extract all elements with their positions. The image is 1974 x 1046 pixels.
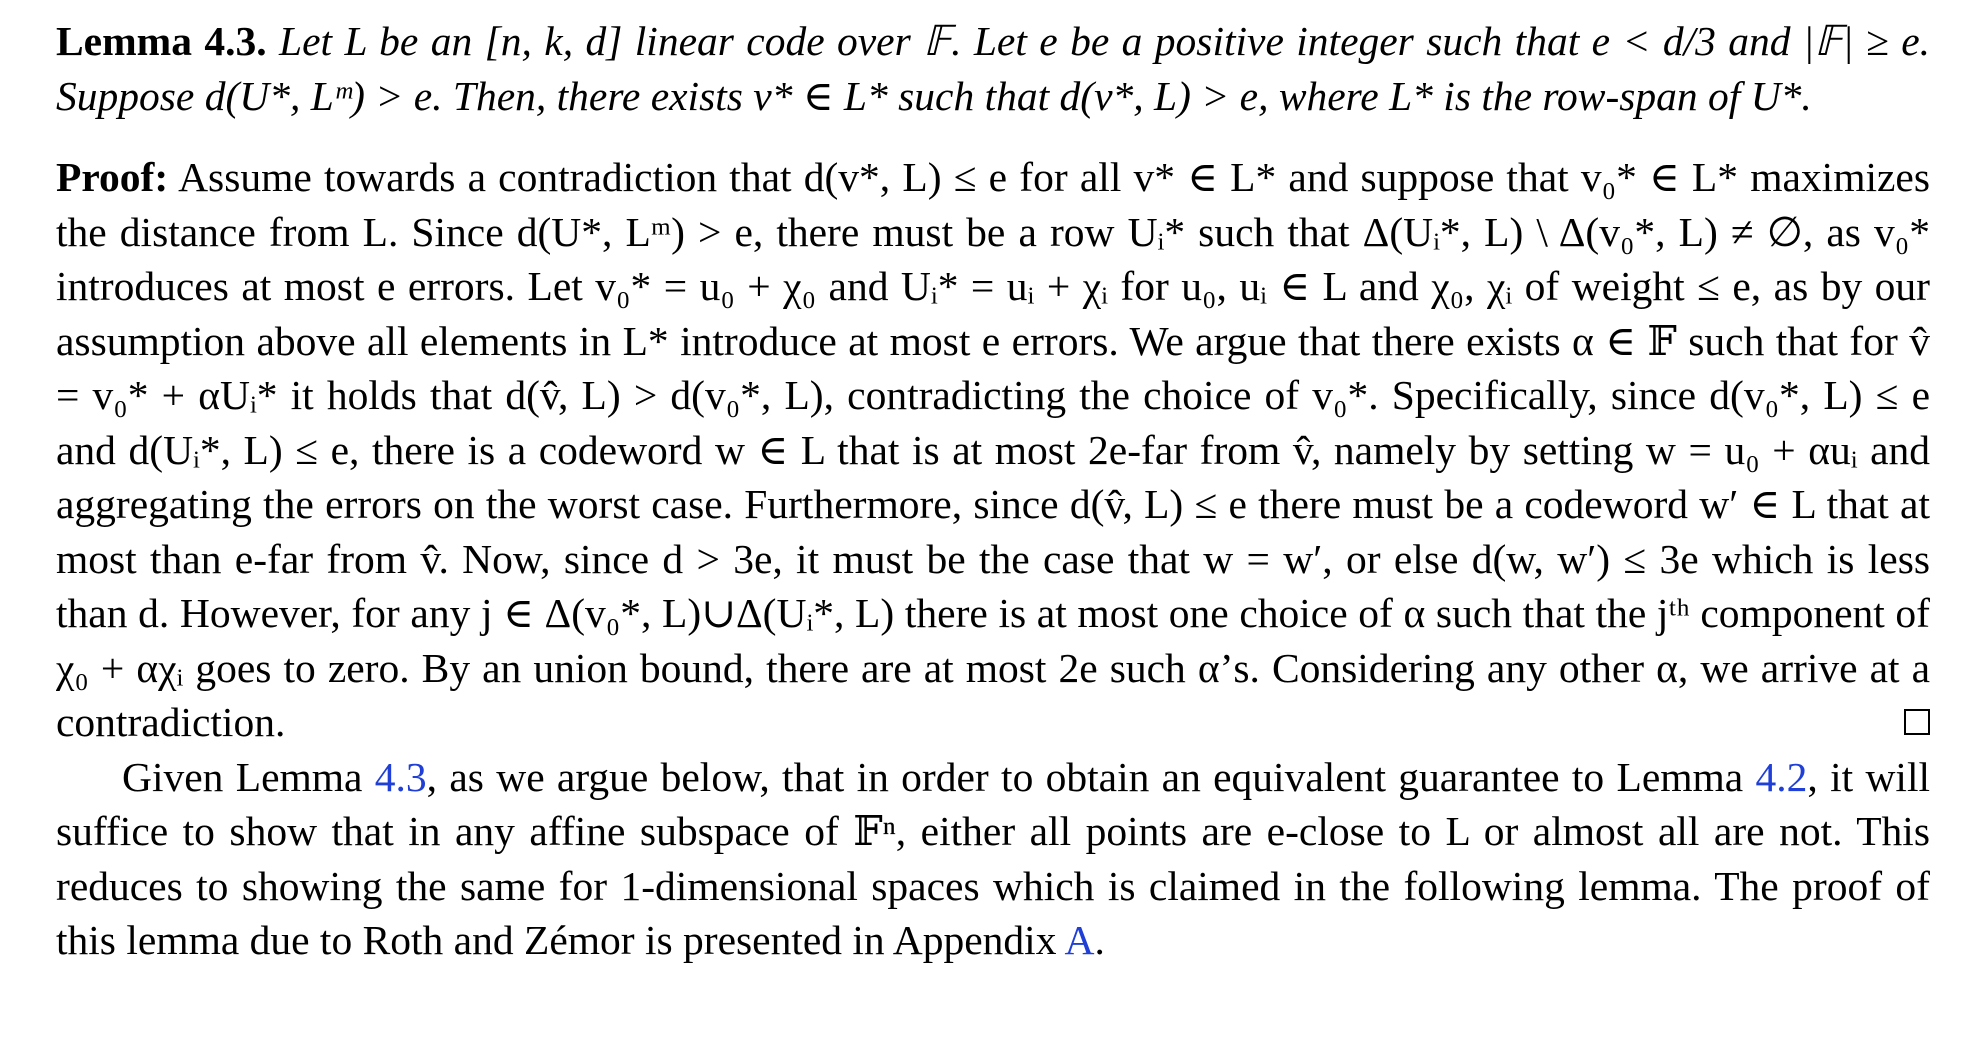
appendix-a-link[interactable]: A — [1064, 917, 1095, 963]
lemma-4-2-link[interactable]: 4.2 — [1755, 753, 1808, 800]
followup-text-2: , as we argue below, that in order to obtain an equivalent guarantee to Lemma — [426, 753, 1756, 800]
qed-box-icon — [1904, 709, 1930, 735]
proof-label: Proof: — [56, 154, 169, 200]
proof-body: Assume towards a contradiction that d(v*, L) ≤ e for all v* ∈ L* and suppose that v₀* ∈ L* maximizes the distance from L. Since d(U*, Lᵐ) > e, there must be a row Uᵢ* such that Δ(Uᵢ*, L) \ Δ(v₀*, L) ≠ ∅, as v₀* introduces at most e errors. Let v₀* = u₀ + χ₀ and Uᵢ* = uᵢ + χᵢ for u₀, uᵢ ∈ L and χ₀, χᵢ of weight ≤ e, as by our assumption above all elements in L* introduce at most e errors. We argue that there exists α ∈ 𝔽 such that for v̂ = v₀* + αUᵢ* it holds that d(v̂, L) > d(v₀*, L), contradicting the choice of v₀*. Specifically, since d(v₀*, L) ≤ e and d(Uᵢ*, L) ≤ e, there is a codeword w ∈ L that is at most 2e-far from v̂, namely by setting w = u₀ + αuᵢ and aggregating the errors on the worst case. Furthermore, since d(v̂, L) ≤ e there must be a codeword w′ ∈ L that at most than e-far from v̂. Now, since d > 3e, it must be the case that w = w′, or else d(w, w′) ≤ 3e which is less than d. However, for any j ∈ Δ(v₀*, L)∪Δ(Uᵢ*, L) there is at most one choice of α such that the jᵗʰ component of χ₀ + αχᵢ goes to zero. By an union bound, there are at most 2e such α’s. Considering any other α, we arrive at a contradiction. — [56, 154, 1930, 745]
followup-text-1: Given Lemma — [122, 753, 375, 800]
paper-page — [56, 14, 1930, 968]
followup-text-4: . — [1094, 917, 1105, 963]
followup-text-3: , it will suffice to show that in any affine subspace of 𝔽ⁿ, either all points are e-close to L or almost all are not. This reduces to showing the same for 1-dimensional spaces which is claimed in the following lemma. The proof of this lemma due to Roth and Zémor is presented in Appendix — [56, 753, 1931, 963]
proof-paragraph — [56, 150, 1930, 750]
lemma-4-3-link[interactable]: 4.3 — [374, 753, 427, 800]
lemma-4-3 — [56, 14, 1930, 123]
followup-paragraph — [56, 750, 1930, 968]
lemma-statement: Let L be an [n, k, d] linear code over 𝔽. Let e be a positive integer such that e < d/3 and |𝔽| ≥ e. Suppose d(U*, Lᵐ) > e. Then, there exists v* ∈ L* such that d(v*, L) > e, where L* is the row-span of U*. — [56, 18, 1930, 119]
lemma-label: Lemma 4.3. — [56, 18, 267, 64]
